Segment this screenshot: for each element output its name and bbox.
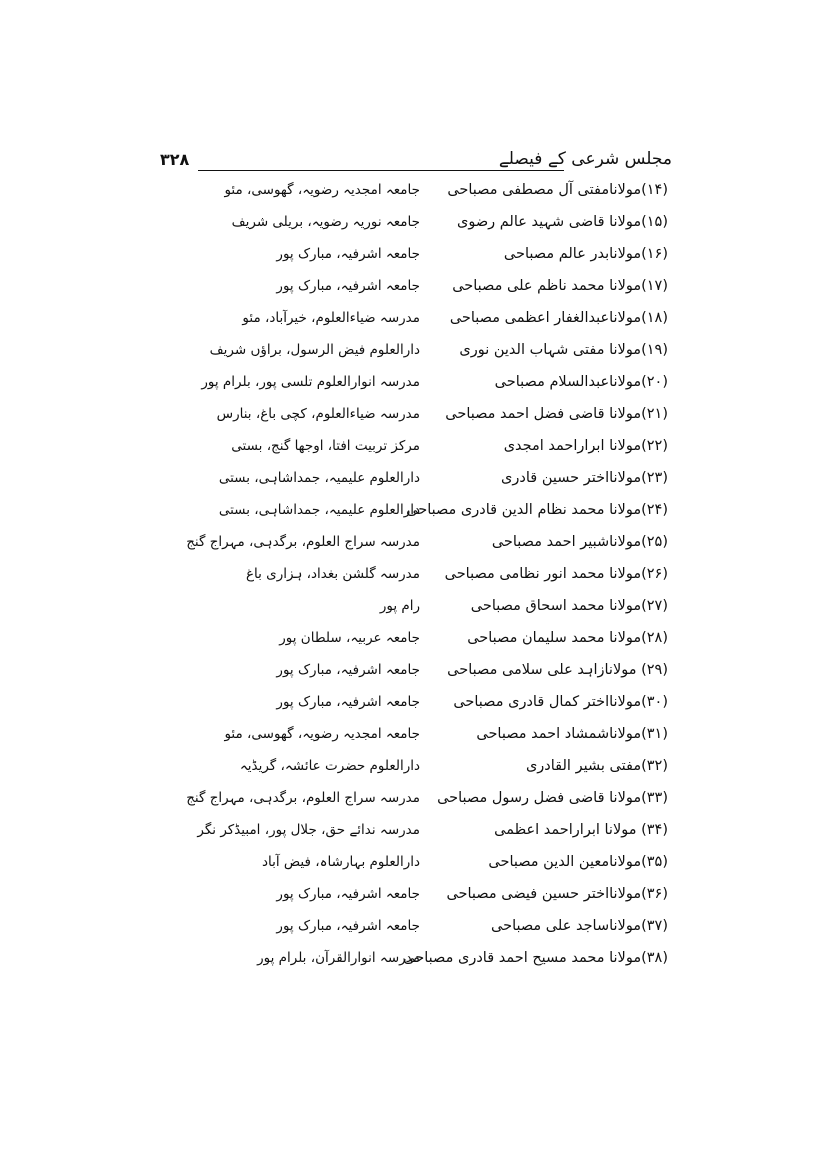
list-item <box>160 848 672 880</box>
member-institution: مدرسہ ندائے حق، جلال پور، امبیڈکر نگر <box>197 822 420 838</box>
member-name: (۳۳)مولانا قاضی فضل رسول مصباحی <box>437 790 668 806</box>
member-institution: مدرسہ انوارالعلوم تلسی پور، بلرام پور <box>201 374 420 390</box>
list-item <box>160 272 672 304</box>
member-institution: مدرسہ سراج العلوم، برگدہی، مہراج گنج <box>186 534 420 550</box>
member-institution: دارالعلوم فیض الرسول، براؤں شریف <box>209 342 420 358</box>
list-item <box>160 752 672 784</box>
list-item <box>160 176 672 208</box>
member-institution: جامعہ اشرفیہ، مبارک پور <box>276 694 420 710</box>
member-institution: دارالعلوم بہارشاہ، فیض آباد <box>261 854 420 870</box>
member-institution: دارالعلوم علیمیہ، جمداشاہی، بستی <box>218 470 420 486</box>
member-name: (۳۶)مولانااختر حسین فیضی مصباحی <box>446 886 668 902</box>
list-item <box>160 720 672 752</box>
list-item <box>160 944 672 976</box>
list-item <box>160 688 672 720</box>
member-name: (۱۵)مولانا قاضی شہید عالم رضوی <box>457 214 668 230</box>
list-item <box>160 400 672 432</box>
member-institution: مدرسہ گلشن بغداد، ہزاری باغ <box>245 566 420 582</box>
list-item <box>160 304 672 336</box>
member-name: (۲۸)مولانا محمد سلیمان مصباحی <box>467 630 668 646</box>
member-institution: مدرسہ انوارالقرآن، بلرام پور <box>257 950 420 966</box>
member-name: (۲۲)مولانا ابراراحمد امجدی <box>503 438 668 454</box>
member-name: (۲۶)مولانا محمد انور نظامی مصباحی <box>444 566 668 582</box>
member-name: (۳۴) مولانا ابراراحمد اعظمی <box>494 822 668 838</box>
member-name: (۳۰)مولانااختر کمال قادری مصباحی <box>453 694 668 710</box>
list-item <box>160 560 672 592</box>
running-header-title: مجلس شرعی کے فیصلے <box>498 149 672 169</box>
member-institution: دارالعلوم علیمیہ، جمداشاہی، بستی <box>218 502 420 518</box>
list-item <box>160 784 672 816</box>
list-item <box>160 336 672 368</box>
running-header <box>160 148 672 176</box>
member-name: (۲۹) مولانازاہد علی سلامی مصباحی <box>447 662 668 678</box>
member-name: (۲۱)مولانا قاضی فضل احمد مصباحی <box>445 406 668 422</box>
member-name: (۲۰)مولاناعبدالسلام مصباحی <box>494 374 668 390</box>
list-item <box>160 912 672 944</box>
list-item <box>160 240 672 272</box>
member-name: (۳۱)مولاناشمشاد احمد مصباحی <box>476 726 668 742</box>
member-institution: جامعہ اشرفیہ، مبارک پور <box>276 246 420 262</box>
member-name: (۲۷)مولانا محمد اسحاق مصباحی <box>470 598 668 614</box>
list-item <box>160 656 672 688</box>
list-item <box>160 368 672 400</box>
member-institution: جامعہ اشرفیہ، مبارک پور <box>276 278 420 294</box>
member-institution: جامعہ نوریہ رضویہ، بریلی شریف <box>231 214 420 230</box>
member-institution: جامعہ عربیہ، سلطان پور <box>279 630 420 646</box>
member-name: (۱۹)مولانا مفتی شہاب الدین نوری <box>459 342 668 358</box>
member-institution: رام پور <box>379 598 420 614</box>
member-institution: مدرسہ سراج العلوم، برگدہی، مہراج گنج <box>186 790 420 806</box>
member-name: (۳۲)مفتی بشیر القادری <box>525 758 668 774</box>
list-item <box>160 880 672 912</box>
member-name: (۳۸)مولانا محمد مسیح احمد قادری مصباحی <box>403 950 668 966</box>
list-item <box>160 592 672 624</box>
list-item <box>160 496 672 528</box>
member-institution: مرکز تربیت افتا، اوجھا گنج، بستی <box>231 438 420 454</box>
list-item <box>160 432 672 464</box>
member-name: (۲۳)مولانااختر حسین قادری <box>501 470 668 486</box>
member-institution: جامعہ اشرفیہ، مبارک پور <box>276 918 420 934</box>
member-name: (۳۷)مولاناساجد علی مصباحی <box>491 918 668 934</box>
member-name: (۱۴)مولانامفتی آل مصطفی مصباحی <box>447 182 668 198</box>
list-item <box>160 816 672 848</box>
list-item <box>160 464 672 496</box>
member-name: (۱۷)مولانا محمد ناظم علی مصباحی <box>452 278 668 294</box>
page-number: ۳۲۸ <box>160 150 190 169</box>
member-name: (۲۵)مولاناشبیر احمد مصباحی <box>491 534 668 550</box>
member-institution: جامعہ اشرفیہ، مبارک پور <box>276 662 420 678</box>
member-name: (۲۴)مولانا محمد نظام الدین قادری مصباحی <box>406 502 668 518</box>
member-name: (۱۶)مولانابدر عالم مصباحی <box>503 246 668 262</box>
member-institution: دارالعلوم حضرت عائشہ، گریڈیہ <box>239 758 420 774</box>
header-rule <box>198 170 564 171</box>
list-item <box>160 208 672 240</box>
member-institution: مدرسہ ضیاءالعلوم، کچی باغ، بنارس <box>216 406 420 422</box>
list-item <box>160 528 672 560</box>
member-institution: جامعہ امجدیہ رضویہ، گھوسی، مئو <box>224 182 420 198</box>
member-institution: جامعہ امجدیہ رضویہ، گھوسی، مئو <box>224 726 420 742</box>
member-name: (۱۸)مولاناعبدالغفار اعظمی مصباحی <box>449 310 668 326</box>
member-institution: مدرسہ ضیاءالعلوم، خیرآباد، مئو <box>242 310 420 326</box>
member-list <box>160 176 672 976</box>
member-name: (۳۵)مولانامعین الدین مصباحی <box>488 854 668 870</box>
list-item <box>160 624 672 656</box>
member-institution: جامعہ اشرفیہ، مبارک پور <box>276 886 420 902</box>
